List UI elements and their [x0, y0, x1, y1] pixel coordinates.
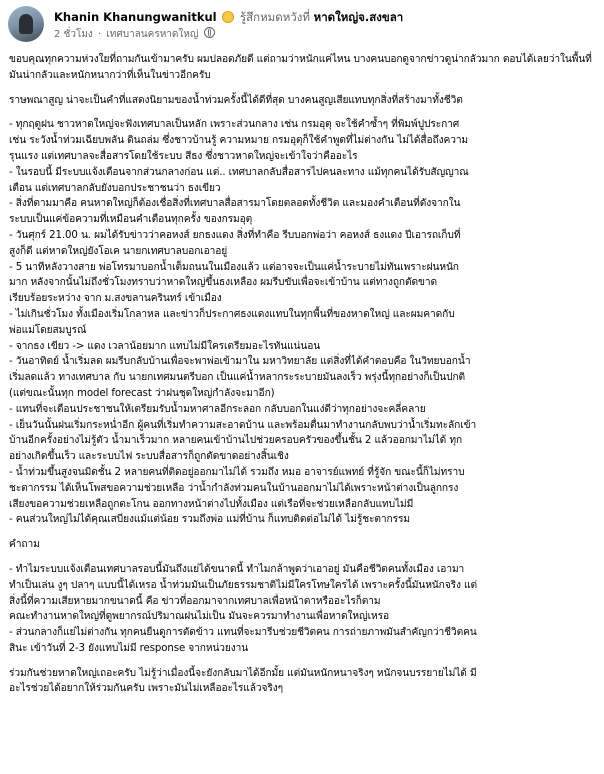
meta-separator: · — [97, 29, 102, 40]
globe-icon — [204, 27, 215, 38]
sad-emoji-icon — [222, 11, 234, 23]
profile-photo-figure — [19, 14, 33, 34]
post-summary: ราษพณาสูญ น่าจะเป็นคำที่แสดงนิยามของน้ำท่วมครั้งนี้ได้ดีที่สุด บางคนสูญเสียแทบทุกสิ่งที่สร้างมาทั้งชีวิต — [9, 94, 463, 106]
audience-label[interactable]: เทศบาลนครหาดใหญ่ — [106, 29, 199, 40]
location-link[interactable]: หาดใหญ่จ.สงขลา — [313, 10, 404, 24]
list-item: - วันศุกร์ 21.00 น. ผมได้รับข่าวว่าคอหงส์ ยกธงแดง สิ่งที่ทำคือ รีบบอกพ่อว่า คอหงส์ ธงแดง ปีเอารถเก็บที่ สูงก็ดี แต่หาดใหญ่ยังโอเค นายกเทศบาลบอกเอาอยู่ — [9, 229, 461, 257]
list-item: - ส่วนกลางก็แย่ไม่ต่างกัน ทุกคนยืนดูการตัดข้าว แทนที่จะมารีบช่วยชีวิตคน การถ่ายภาพมันสำคัญกว่าชีวิตคน สินะ เข้าวันที่ 2-3 ยังแทบไม่มี response จากหน่วยงาน — [9, 627, 477, 654]
questions-heading: คำถาม — [9, 539, 40, 551]
list-item: - สิ่งที่ตามมาคือ คนหาดใหญ่ก็ต้องเชื่อสิ่งที่เทศบาลสื่อสารมาโดยตลอดทั้งชีวิต และมองคำเตือนที่ดังจากใน ระบบเป็นแค่ข้อความที่เหมือนคำเตือนทุกครั้ง ของกรมอุตุ — [9, 198, 461, 226]
post-time[interactable]: 2 ชั่วโมง — [54, 29, 93, 40]
list-item: - ในรอบนี้ มีระบบแจ้งเตือนจากส่วนกลางก่อน แต่.. เทศบาลกลับสื่อสารไปคนละทาง แม้ทุกคนได้รับสัญญาณ เตือน แต่เทศบาลกลับยังบอกประชาชนว่า ธงเขียว — [9, 166, 469, 194]
post-header — [0, 0, 604, 48]
list-item: - เย็นวันนั้นฝนเริ่มกระหน่ำอีก ผู้คนที่เริ่มทำความสะอาดบ้าน และพร้อมตื่นมาทำงานกลับพบว่าน้ำเริ่มทะลักเข้า บ้านอีกครั้งอย่างไม่รู้ตัว น้ำมาเร็วมาก หลายคนเข้าบ้านไปช่วยครอบครัวของขึ้นชั้น 2 แล้วออกมาไม่ได้ ทุก อย่างเกิดขึ้นเร็ว และระบบไฟ ระบบสื่อสารก็ถูกตัดขาดอย่างสิ้นเชิง — [9, 419, 477, 463]
post-intro: ขอบคุณทุกความห่วงใยที่ถามกันเข้ามาครับ ผมปลอดภัยดี แต่ถามว่าหนักแค่ไหน บางคนบอกดูจากข่าวดูน่ากลัวมาก ตอบได้เลยว่าในพื้นที่มันน่ากลัวและหนักหนากว่าที่เห็นในข่าวอีกครับ — [9, 54, 592, 81]
header-meta-line — [54, 27, 215, 42]
points-list — [9, 117, 597, 528]
list-item: - วันอาทิตย์ น้ำเริ่มลด ผมรีบกลับบ้านเพื่อจะพาพ่อเข้ามาใน มหาวิทยาลัย แต่สิ่งที่ได้คำตอบคือ ในวิทยบอกน้ำ เริ่มลดแล้ว ทางเทศบาล กับ นายกเทศมนตรีบอก เป็นแค่น้ำหลากระระบายมันลงเร็ว พรุ่งนี้ทุกอย่างก็เป็นปกติ (แต่ขณะนั้นทุก model forecast ว่าฝนชุดใหญ่กำลังจะมาอีก) — [9, 356, 471, 399]
questions-list — [9, 562, 597, 657]
list-item: - 5 นาทีหลังวางสาย พ่อโทรมาบอกน้ำเต็มถนนในเมืองแล้ว แต่อาจจะเป็นแค่น้ำระบายไม่ทันเพราะฝนหนัก มาก หลังจากนั้นไม่ถึงชั่วโมงทราบว่าหาดใหญ่ขึ้นธงเหลือง ผมรีบขับเพื่อจะเข้าบ้าน แต่ทางถูกตัดขาด เรียบร้อยระหว่าง จาก ม.สงขลานครินทร์ เข้าเมือง — [9, 261, 459, 305]
list-item: - จากธง เขียว -> แดง เวลาน้อยมาก แทบไม่มีใครเตรียมอะไรทันแน่นอน — [9, 340, 321, 352]
author-name[interactable]: Khanin Khanungwanitkul — [54, 10, 217, 24]
list-item: - ทุกฤดูฝน ชาวหาดใหญ่จะฟังเทศบาลเป็นหลัก เพราะส่วนกลาง เช่น กรมอุตุ จะใช้คำซ้ำๆ ที่พิมพ์ปูประกาศ เช่น ระวังน้ำท่วมเฉียบพลัน ดินถล่ม ซึ่งชาวบ้านรู้ ความหมาย กรมอุตุก็ใช้คำพูดที่ไม่ต่างกัน ไม่ได้สื่อถึงความ รุนแรง แต่เทศบาลจะสื่อสารโดยใช้ระบบ สีธง ซึ่งชาวหาดใหญ่จะเข้าใจว่าคืออะไร — [9, 119, 469, 162]
avatar[interactable] — [8, 6, 44, 42]
list-item: - ไม่เกินชั่วโมง ทั้งเมืองเริ่มโกลาหล และข่าวก็ประกาศธงแดงแทบในทุกพื้นที่ของหาดใหญ่ และผมคาดกับ พ่อแม่โดยสมบูรณ์ — [9, 308, 455, 336]
feeling-text: รู้สึกหมดหวังที่ — [239, 10, 310, 24]
list-item: - ทำไมระบบแจ้งเตือนเทศบาลรอบนี้มันถึงแย่ได้ขนาดนี้ ทำไมกล้าพูดว่าเอาอยู่ มันคือชีวิตคนทั้งเมือง เอามา ทำเป็นเล่น งูๆ ปลาๆ แบบนี้ได้เหรอ น้ำท่วมมันเป็นภัยธรรมชาติไม่มีใครโทษใครได้ เพราะครั้งนี้มันหนักจริง แต่ สิ่งนี้ที่ความเสียหายมากขนาดนี้ คือ ข่าวที่ออกมาจากเทศบาลเพื่อหน้าตาหรืออะไรก็ตาม คณะทำงานหาดใหญ่ที่ดูพยากรณ์ปริมาณฝนไม่เป็น มันจะควรมาทำงานเพื่อหาดใหญ่เหรอ — [9, 563, 477, 623]
list-item: - แทนที่จะเตือนประชาชนให้เตรียมรับน้ำมหาศาลอีกระลอก กลับบอกในแง่ดีว่าทุกอย่างจะคลี่คลาย — [9, 403, 426, 415]
post-body — [9, 52, 597, 697]
post-closing: ร่วมกันช่วยหาดใหญ่เถอะครับ ไม่รู้ว่าเมื่องนี้จะยังกลับมาได้อีกมั้ย แต่มันหนักหนาจริงๆ หนักจนบรรยายไม่ได้ มี อะไรช่วยได้อยากให้ร่วมกันครับ เพราะมันไม่เหลืออะไรแล้วจริงๆ — [9, 667, 477, 695]
list-item: - คนส่วนใหญ่ไม่ได้คุณเสบียงแม้แต่น้อย รวมถึงพ่อ แม่ที่บ้าน ก็แทบติดต่อไม่ได้ ไม่รู้ชะตากรรม — [9, 514, 410, 526]
header-title-line — [54, 9, 403, 27]
list-item: - น้ำท่วมขึ้นสูงจนมิดชั้น 2 หลายคนที่ติดอยู่ออกมาไม่ได้ รวมถึง หมอ อาจารย์แพทย์ ที่รู้จัก ขณะนี้ก็ไม่ทราบ ชะตากรรม ได้เห็นโพสขอความช่วยเหลือ ว่าน้ำกำลังท่วมคนในบ้านออกมาไม่ได้เพราะหน้าต่างเป็นลูกกรง เสียงขอความช่วยเหลือถูกตะโกน ออกทางหน้าต่างไปทั้งเมือง แต่เรือที่จะช่วยเหลือกลับแทบไม่มี — [9, 466, 465, 510]
